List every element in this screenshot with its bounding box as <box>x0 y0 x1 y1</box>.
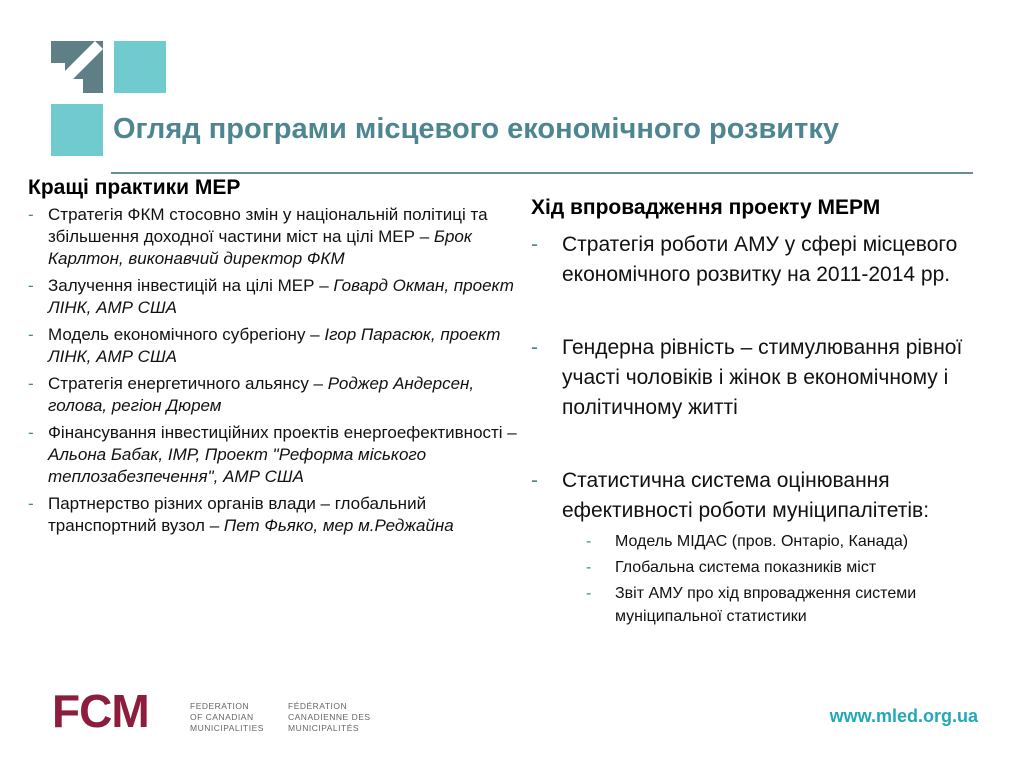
item-text: Звіт АМУ про хід впровадження системи муніципальної статистики <box>615 585 917 625</box>
item-text: Модель МІДАС (пров. Онтаріо, Канада) <box>615 533 909 550</box>
item-speaker: Говард Окман, проект ЛІНК, АМР США <box>48 276 514 317</box>
bullet-dash: - <box>586 533 592 550</box>
bullet-dash: - <box>531 233 538 256</box>
bullet-dash: - <box>586 559 592 576</box>
list-item <box>28 493 518 537</box>
list-item <box>28 275 518 319</box>
sublist-item <box>586 556 1011 579</box>
bullet-dash: - <box>28 276 34 295</box>
list-item <box>28 324 518 368</box>
item-text: Стратегія енергетичного альянсу – <box>48 374 328 393</box>
decor-square-light-top <box>114 41 166 93</box>
bullet-dash: - <box>28 423 34 442</box>
decor-square-dark <box>51 41 103 93</box>
list-item <box>28 422 518 488</box>
bullet-dash: - <box>28 494 34 513</box>
bullet-dash: - <box>531 336 538 359</box>
bullet-dash: - <box>28 325 34 344</box>
website-link[interactable]: www.mled.org.ua <box>829 706 978 726</box>
logo-text-line: FÉDÉRATION <box>288 701 348 711</box>
item-text: Статистична система оцінювання ефективності роботи муніципалітетів: <box>562 469 930 522</box>
logo-text-line: OF CANADIAN <box>190 712 254 722</box>
item-speaker: Альона Бабак, ІМР, Проект "Реформа міського теплозабезпечення", АМР США <box>48 445 427 486</box>
item-text: Залучення інвестицій на цілі МЕР – <box>48 276 334 295</box>
bullet-dash: - <box>531 469 538 492</box>
sublist-item <box>586 530 1011 553</box>
list-item <box>531 466 1011 628</box>
logo-text-line: FEDERATION <box>190 701 250 711</box>
arrow-down-left-icon <box>51 41 103 93</box>
bullet-dash: - <box>586 585 592 602</box>
project-progress-column <box>531 196 1011 631</box>
item-text: Модель економічного субрегіону – <box>48 325 325 344</box>
best-practices-heading: Кращі практики МЕР <box>28 176 241 199</box>
fcm-logo-english <box>190 701 264 734</box>
item-speaker: Ігор Парасюк, проект ЛІНК, АМР США <box>48 325 501 366</box>
best-practices-column <box>28 176 518 542</box>
item-speaker: Пет Фьяко, мер м.Реджайна <box>223 516 454 535</box>
sublist-item <box>586 582 1011 628</box>
logo-text-line: MUNICIPALITIES <box>190 723 264 733</box>
list-item <box>531 333 1011 423</box>
logo-text-line: MUNICIPALITÉS <box>288 723 360 733</box>
list-item <box>28 204 518 270</box>
item-text: Стратегія роботи АМУ у сфері місцевого економічного розвитку на 2011-2014 рр. <box>562 233 958 286</box>
list-item <box>28 373 518 417</box>
project-progress-heading: Хід впровадження проекту МЕРМ <box>531 196 881 219</box>
item-text: Партнерство різних органів влади – глобальний транспортний вузол – <box>48 494 427 535</box>
item-text: Глобальна система показників міст <box>615 559 877 576</box>
title-divider <box>111 172 973 174</box>
item-text: Стратегія ФКМ стосовно змін у національній політиці та збільшення доходної частини міст на цілі МЕР – <box>48 205 488 246</box>
project-progress-list <box>531 230 1011 628</box>
bullet-dash: - <box>28 205 34 224</box>
bullet-dash: - <box>28 374 34 393</box>
item-text: Фінансування інвестиційних проектів енергоефективності – <box>48 423 517 442</box>
item-text: Гендерна рівність – стимулювання рівної участі чоловіків і жінок в економічному і політичному житті <box>562 336 963 419</box>
slide-title: Огляд програми місцевого економічного розвитку <box>113 113 839 145</box>
list-item <box>531 230 1011 290</box>
fcm-logo-french <box>288 701 371 734</box>
fcm-logo-mark: FCM <box>52 685 149 737</box>
best-practices-list <box>28 204 518 537</box>
decor-square-light-bottom <box>51 104 103 156</box>
logo-text-line: CANADIENNE DES <box>288 712 371 722</box>
item-speaker: Роджер Андерсен, голова, регіон Дюрем <box>48 374 475 415</box>
statistics-sublist <box>586 530 1011 628</box>
item-speaker: Брок Карлтон, виконавчий директор ФКМ <box>48 227 472 268</box>
